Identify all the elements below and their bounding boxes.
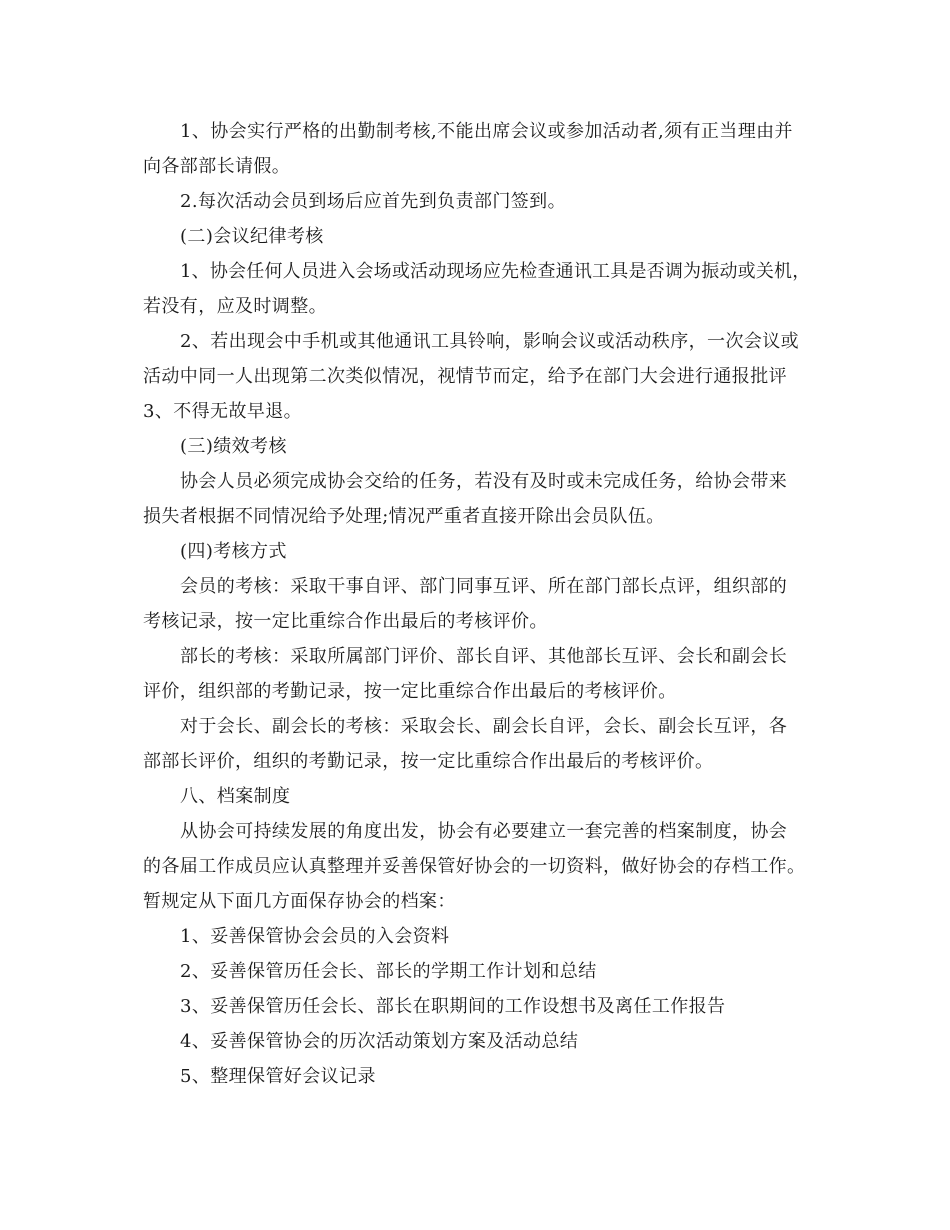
text-line: 1、协会任何人员进入会场或活动现场应先检查通讯工具是否调为振动或关机， [180,261,811,282]
text-line: 2.每次活动会员到场后应首先到负责部门签到。 [180,191,566,212]
text-line: 若没有，应及时调整。 [143,296,327,317]
section-heading: (二)会议纪律考核 [180,226,324,247]
text-line: 损失者根据不同情况给予处理;情况严重者直接开除出会员队伍。 [143,506,665,527]
text-line: 的各届工作成员应认真整理并妥善保管好协会的一切资料，做好协会的存档工作。 [143,856,806,877]
section-heading: 八、档案制度 [180,786,291,807]
text-line: 评价，组织部的考勤记录，按一定比重综合作出最后的考核评价。 [143,681,677,702]
text-line: 部部长评价，组织的考勤记录，按一定比重综合作出最后的考核评价。 [143,751,714,772]
text-line: 从协会可持续发展的角度出发，协会有必要建立一套完善的档案制度，协会 [180,821,788,842]
text-line: 活动中同一人出现第二次类似情况，视情节而定，给予在部门大会进行通报批评 [143,366,787,387]
list-item: 1、妥善保管协会会员的入会资料 [180,926,450,947]
list-item: 5、整理保管好会议记录 [180,1066,376,1087]
text-line: 部长的考核：采取所属部门评价、部长自评、其他部长互评、会长和副会长 [180,646,788,667]
section-heading: (三)绩效考核 [180,436,287,457]
text-line: 1、协会实行严格的出勤制考核,不能出席会议或参加活动者,须有正当理由并 [180,121,793,142]
text-line: 考核记录，按一定比重综合作出最后的考核评价。 [143,611,548,632]
list-item: 2、妥善保管历任会长、部长的学期工作计划和总结 [180,961,597,982]
text-line: 对于会长、副会长的考核：采取会长、副会长自评，会长、副会长互评，各 [180,716,788,737]
document-body [143,114,813,1094]
text-line: 3、不得无故早退。 [143,401,303,422]
list-item: 4、妥善保管协会的历次活动策划方案及活动总结 [180,1031,579,1052]
list-item: 3、妥善保管历任会长、部长在职期间的工作设想书及离任工作报告 [180,996,726,1017]
text-line: 协会人员必须完成协会交给的任务，若没有及时或未完成任务，给协会带来 [180,471,788,492]
section-heading: (四)考核方式 [180,541,287,562]
text-line: 会员的考核：采取干事自评、部门同事互评、所在部门部长点评，组织部的 [180,576,788,597]
text-line: 2、若出现会中手机或其他通讯工具铃响，影响会议或活动秩序，一次会议或 [180,331,800,352]
text-line: 向各部部长请假。 [143,156,291,177]
text-line: 暂规定从下面几方面保存协会的档案： [143,891,456,912]
